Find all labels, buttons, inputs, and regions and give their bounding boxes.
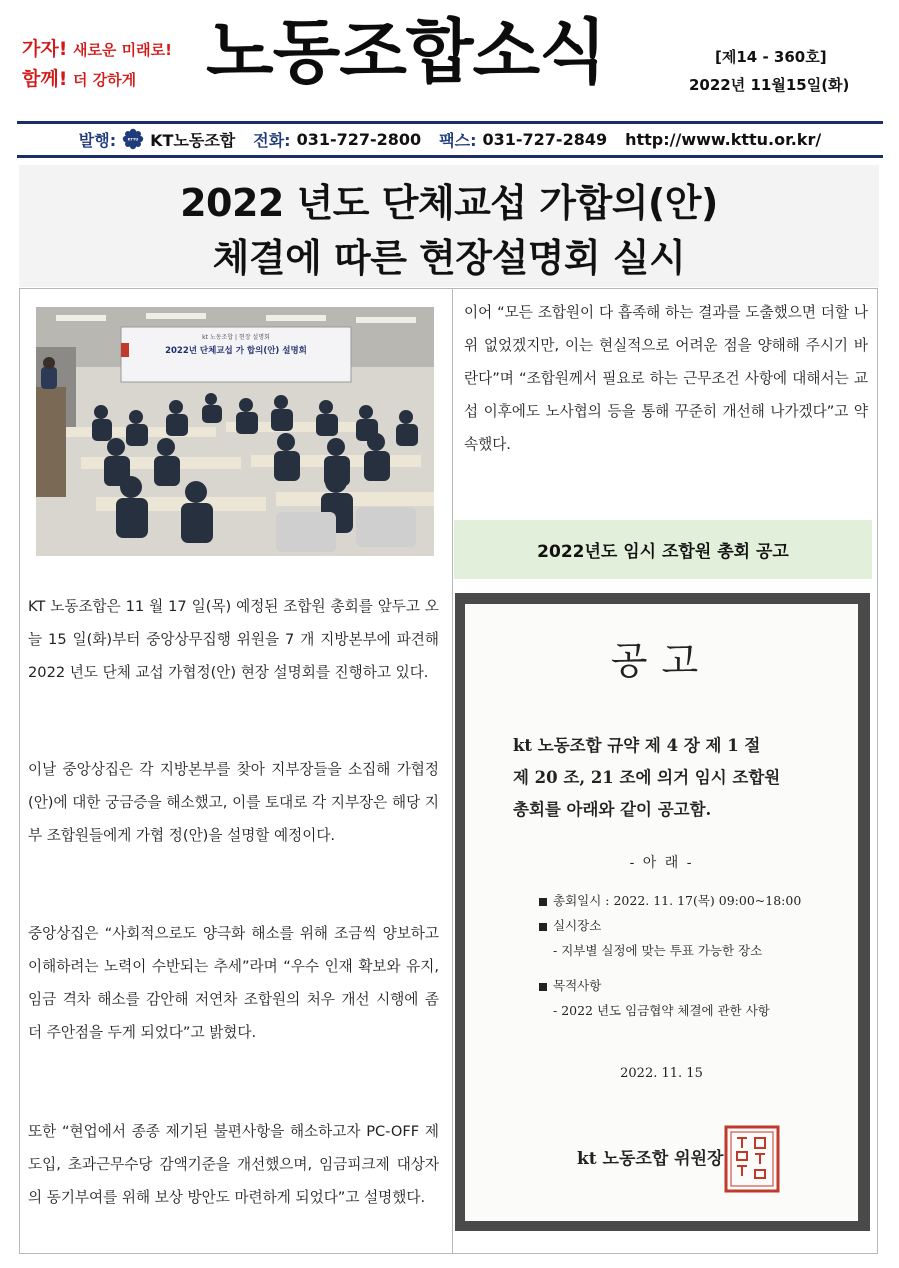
briefing-photo [36,307,434,556]
newsletter-title: 노동조합소식 [206,11,606,93]
fax-number: 031-727-2849 [482,129,608,149]
website-link[interactable]: http://www.kttu.or.kr/ [625,129,822,149]
notice-item-detail: - 지부별 실정에 맞는 투표 가능한 장소 [553,943,763,958]
notice-item: 총회일시 : 2022. 11. 17(목) 09:00~18:00 [539,891,801,909]
notice-header [454,520,872,579]
notice-signature: kt 노동조합 위원장 [577,1149,724,1169]
notice-body-line: 총회를 아래와 같이 공고함. [513,800,712,819]
svg-text:kt 노동조합 | 현장 설명회: kt 노동조합 | 현장 설명회 [202,334,270,341]
bottom-rule [17,155,883,158]
notice-document [465,604,858,1221]
svg-text:KTTU: KTTU [127,137,139,142]
phone-label: 전화: [253,130,291,150]
slogan-text: 함께! [22,68,68,90]
article-paragraph: 이날 중앙상집은 각 지방본부를 찾아 지부장들을 소집해 가협정(안)에 대한 궁금증을 해소했고, 이를 토대로 각 지부장은 해당 지부 조합원들에게 가협 정(안)을 설명할 예정이다. [28,761,439,844]
notice-body-line: 제 20 조, 21 조에 의거 임시 조합원 [513,768,781,787]
publisher-name: KT노동조합 [150,130,236,150]
phone-number: 031-727-2800 [296,129,422,149]
notice-item-detail: - 2022 년도 임금협약 체결에 관한 사항 [553,1003,770,1018]
notice-header-text: 2022년도 임시 조합원 총회 공고 [537,542,789,562]
square-bullet-icon [539,898,547,906]
square-bullet-icon [539,923,547,931]
issue-number: [제14 - 360호] [715,48,827,66]
notice-title: 공고 [610,639,713,683]
column-divider [452,288,453,1254]
fax-label: 팩스: [439,130,477,150]
official-seal-icon [723,1124,781,1194]
slogan-line-2 [22,64,197,91]
notice-item: 실시장소 [539,916,601,934]
svg-text:2022년 단체교섭 가 합의(안) 설명회: 2022년 단체교섭 가 합의(안) 설명회 [165,346,307,356]
publisher-label: 발행: [78,130,117,150]
publisher-bar [17,124,883,154]
headline-line-1: 2022 년도 단체교섭 가합의(안) [180,181,718,225]
notice-date: 2022. 11. 15 [620,1066,703,1081]
notice-item: 목적사항 [539,976,601,994]
headline-line-2: 체결에 따른 현장설명회 실시 [212,236,686,280]
kttu-logo-icon [122,128,144,150]
slogan-text: 새로운 미래로! [72,41,172,59]
issue-date: 2022년 11월15일(화) [689,76,850,94]
notice-body-line: kt 노동조합 규약 제 4 장 제 1 절 [513,736,761,755]
square-bullet-icon [539,983,547,991]
article-paragraph: 또한 “현업에서 종종 제기된 불편사항을 해소하고자 PC-OFF 제 도입, 초과근무수당 감액기준을 개선했으며, 임금피크제 대상자의 동기부여를 위해 보상 방안도 마련하게 되었다”고 설명했다. [28,1123,439,1206]
notice-subheading: - 아 래 - [629,855,694,871]
article-paragraph-continued: 이어 “모든 조합원이 다 흡족해 하는 결과를 도출했으면 더할 나위 없었겠지만, 이는 현실적으로 어려운 점을 양해해 주시기 바란다”며 “조합원께서 필요로 하는 근무조건 사항에 대해서는 교섭 이후에도 노사협의 등을 통해 꾸준히 개선해 나가겠다”고 약속했다. [464,304,868,453]
slogan-text: 가자! [22,38,68,60]
slogan-line-1 [22,34,197,61]
slogan-text: 더 강하게 [72,71,137,89]
article-paragraph: 중앙상집은 “사회적으로도 양극화 해소를 위해 조금씩 양보하고 이해하려는 노력이 수반되는 추세”라며 “우수 인재 확보와 유지, 임금 격차 해소를 감안해 저연차 조합원의 처우 개선 시행에 좀 더 주안점을 두게 되었다”고 밝혔다. [28,925,439,1041]
article-paragraph: KT 노동조합은 11 월 17 일(목) 예정된 조합원 총회를 앞두고 오늘 15 일(화)부터 중앙상무집행 위원을 7 개 지방본부에 파견해 2022 년도 단체 교섭 가협정(안) 현장 설명회를 진행하고 있다. [28,598,439,681]
